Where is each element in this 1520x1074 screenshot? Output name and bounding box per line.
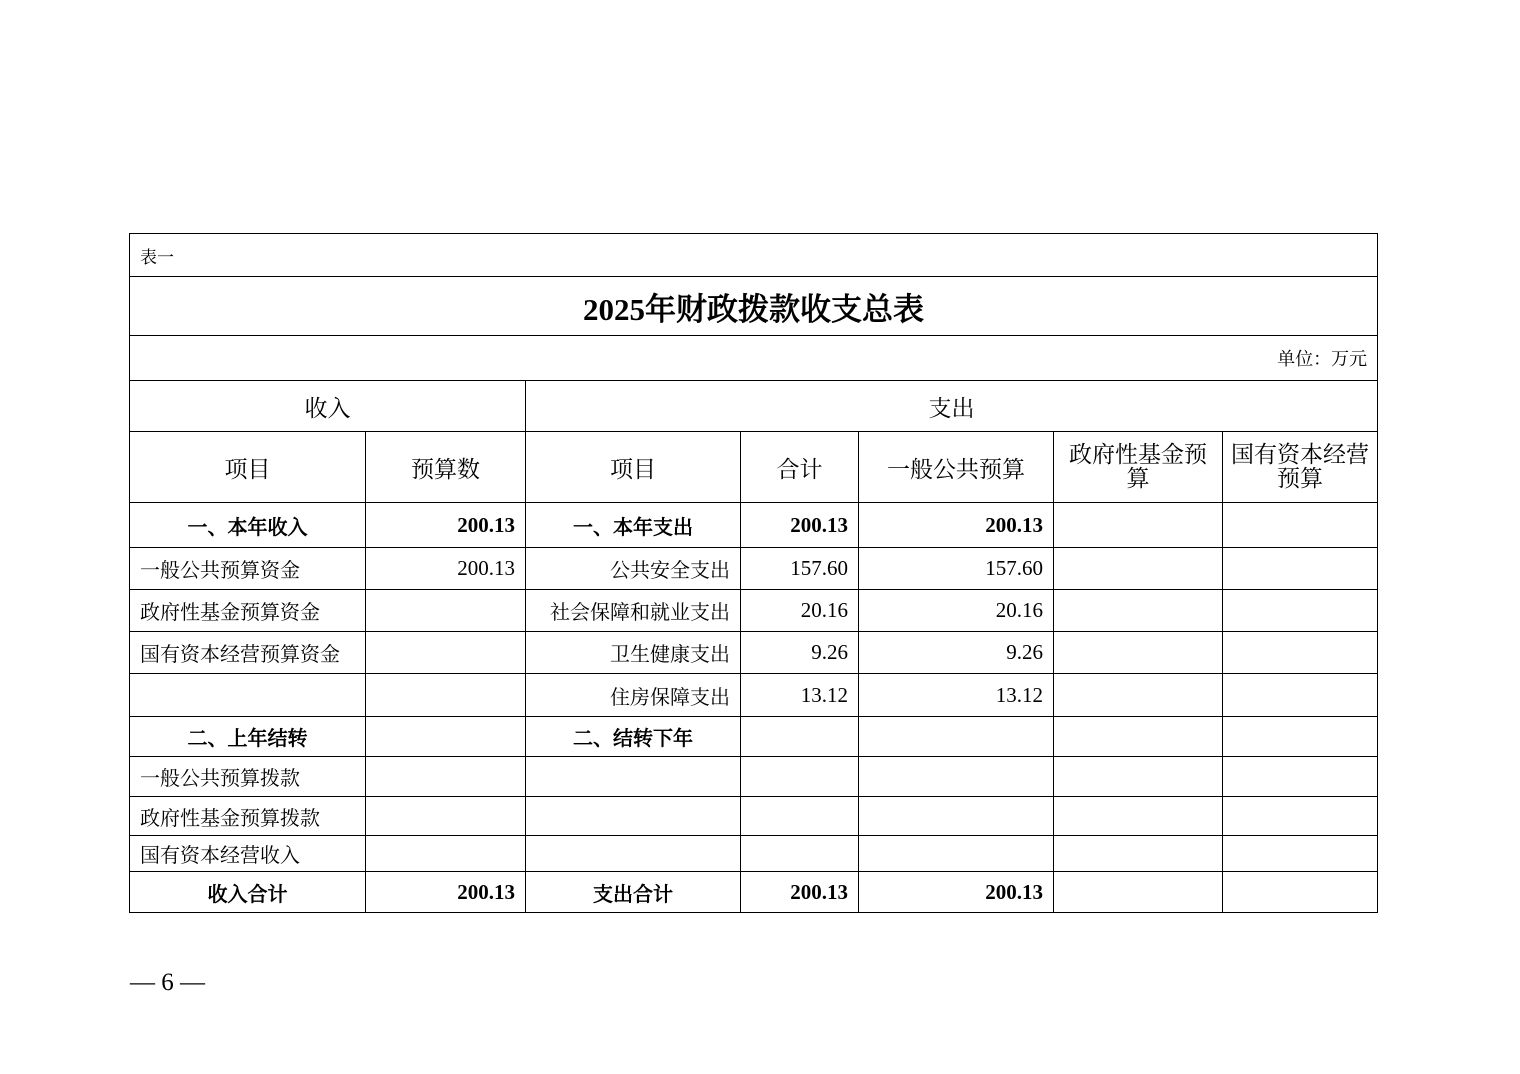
income-budget-cell: 200.13 [366, 548, 526, 590]
exp-state-capital-cell [1223, 548, 1378, 590]
exp-general-cell [859, 797, 1054, 836]
income-budget-cell [366, 797, 526, 836]
exp-state-capital-total-value [1223, 872, 1378, 913]
page-number: — 6 — [130, 969, 205, 996]
exp-state-capital-cell [1223, 717, 1378, 757]
table-caption: 表一 [130, 234, 1378, 277]
income-item-cell: 一般公共预算拨款 [130, 757, 366, 797]
exp-item-cell: 二、结转下年 [526, 717, 741, 757]
table-row [130, 836, 1378, 872]
fiscal-summary-table [129, 233, 1378, 913]
exp-general-cell: 9.26 [859, 632, 1054, 674]
exp-state-capital-cell [1223, 632, 1378, 674]
income-budget-cell [366, 590, 526, 632]
exp-total-label: 支出合计 [526, 872, 741, 913]
income-item-cell: 一般公共预算资金 [130, 548, 366, 590]
expenditure-header: 支出 [526, 381, 1378, 432]
exp-gov-fund-cell [1054, 503, 1223, 548]
exp-state-capital-cell [1223, 757, 1378, 797]
exp-item-cell: 一、本年支出 [526, 503, 741, 548]
income-budget-header: 预算数 [366, 432, 526, 503]
income-budget-cell [366, 632, 526, 674]
income-item-header: 项目 [130, 432, 366, 503]
exp-total-cell: 9.26 [741, 632, 859, 674]
exp-general-cell: 200.13 [859, 503, 1054, 548]
exp-total-header: 合计 [741, 432, 859, 503]
exp-item-cell [526, 797, 741, 836]
exp-state-capital-cell [1223, 836, 1378, 872]
income-item-cell [130, 674, 366, 717]
income-header: 收入 [130, 381, 526, 432]
exp-item-cell: 卫生健康支出 [526, 632, 741, 674]
exp-state-capital-cell [1223, 503, 1378, 548]
exp-gov-fund-total-value [1054, 872, 1223, 913]
exp-total-cell: 157.60 [741, 548, 859, 590]
exp-gov-fund-cell [1054, 674, 1223, 717]
exp-general-total-value: 200.13 [859, 872, 1054, 913]
exp-total-cell [741, 757, 859, 797]
income-item-cell: 政府性基金预算拨款 [130, 797, 366, 836]
income-item-cell: 政府性基金预算资金 [130, 590, 366, 632]
exp-item-cell: 公共安全支出 [526, 548, 741, 590]
income-budget-cell [366, 674, 526, 717]
exp-gov-fund-cell [1054, 632, 1223, 674]
exp-item-cell [526, 836, 741, 872]
table-row [130, 548, 1378, 590]
exp-general-cell [859, 836, 1054, 872]
income-item-cell: 一、本年收入 [130, 503, 366, 548]
exp-gov-fund-cell [1054, 548, 1223, 590]
income-budget-cell [366, 836, 526, 872]
income-item-cell: 国有资本经营收入 [130, 836, 366, 872]
exp-general-cell [859, 717, 1054, 757]
exp-total-cell: 13.12 [741, 674, 859, 717]
income-budget-cell: 200.13 [366, 503, 526, 548]
exp-total-cell [741, 797, 859, 836]
table-title: 2025年财政拨款收支总表 [130, 277, 1378, 336]
exp-total-cell [741, 717, 859, 757]
exp-general-cell: 20.16 [859, 590, 1054, 632]
table-row [130, 797, 1378, 836]
income-item-cell: 二、上年结转 [130, 717, 366, 757]
income-total-value: 200.13 [366, 872, 526, 913]
table-row [130, 503, 1378, 548]
exp-gov-fund-cell [1054, 757, 1223, 797]
exp-total-cell: 20.16 [741, 590, 859, 632]
table-row [130, 590, 1378, 632]
exp-item-cell: 住房保障支出 [526, 674, 741, 717]
exp-total-value: 200.13 [741, 872, 859, 913]
exp-item-cell [526, 757, 741, 797]
table-row [130, 674, 1378, 717]
exp-state-capital-cell [1223, 797, 1378, 836]
exp-state-capital-cell [1223, 674, 1378, 717]
exp-general-cell: 13.12 [859, 674, 1054, 717]
unit-label: 单位：万元 [130, 336, 1378, 381]
exp-item-header: 项目 [526, 432, 741, 503]
exp-state-capital-header: 国有资本经营预算 [1223, 432, 1378, 503]
exp-state-capital-cell [1223, 590, 1378, 632]
exp-item-cell: 社会保障和就业支出 [526, 590, 741, 632]
income-item-cell: 国有资本经营预算资金 [130, 632, 366, 674]
exp-total-cell [741, 836, 859, 872]
exp-gov-fund-cell [1054, 797, 1223, 836]
exp-general-cell: 157.60 [859, 548, 1054, 590]
table-row [130, 757, 1378, 797]
totals-row [130, 872, 1378, 913]
table-row [130, 717, 1378, 757]
income-total-label: 收入合计 [130, 872, 366, 913]
exp-gov-fund-header: 政府性基金预算 [1054, 432, 1223, 503]
exp-total-cell: 200.13 [741, 503, 859, 548]
exp-gov-fund-cell [1054, 717, 1223, 757]
income-budget-cell [366, 717, 526, 757]
income-budget-cell [366, 757, 526, 797]
exp-general-cell [859, 757, 1054, 797]
exp-gov-fund-cell [1054, 836, 1223, 872]
table-row [130, 632, 1378, 674]
exp-general-header: 一般公共预算 [859, 432, 1054, 503]
exp-gov-fund-cell [1054, 590, 1223, 632]
